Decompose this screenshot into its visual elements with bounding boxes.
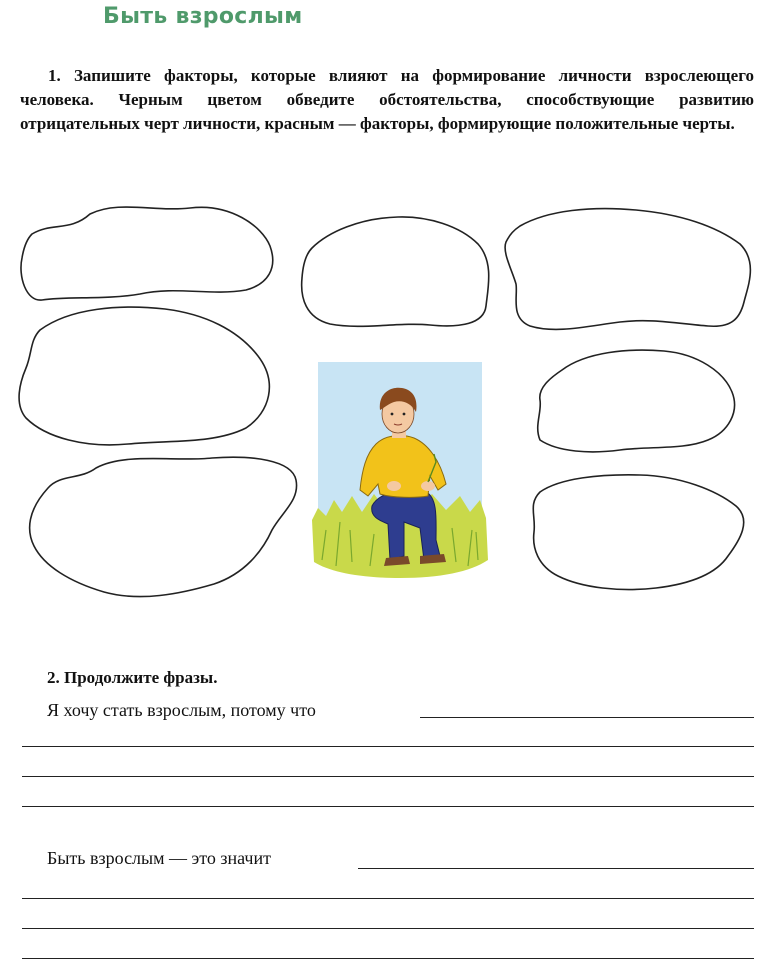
answer-cloud-right-top[interactable] <box>505 209 750 330</box>
phrase-2-answer-line-2[interactable] <box>22 898 754 899</box>
phrase-2-answer-line-3[interactable] <box>22 928 754 929</box>
answer-cloud-center-top[interactable] <box>302 217 489 326</box>
boy-eye-right <box>403 413 406 416</box>
task-2-heading: 2. Продолжите фразы. <box>47 668 218 687</box>
phrase-1-answer-line-2[interactable] <box>22 746 754 747</box>
phrase-1-text: Я хочу стать взрослым, потому что <box>47 700 316 720</box>
boy-left-hand <box>387 481 401 491</box>
task-1-instructions: 1. Запишите факторы, которые влияют на формирование личности взрослеющего человека. Черным цветом обведите обстоятельства, способствующие развитию отрицательных черт личности, красным — факторы, формирующие положительные черты. <box>20 66 754 133</box>
phrase-2-answer-line-4[interactable] <box>22 958 754 959</box>
phrase-1-answer-line-1[interactable] <box>420 717 754 718</box>
boy-right-hand <box>421 481 435 491</box>
phrase-2-text: Быть взрослым — это значит <box>47 848 271 868</box>
phrase-1-answer-line-3[interactable] <box>22 776 754 777</box>
page-title: Быть взрослым <box>103 4 303 29</box>
boy-illustration <box>312 362 488 578</box>
answer-cloud-left-top[interactable] <box>21 207 273 300</box>
phrase-1-answer-line-4[interactable] <box>22 806 754 807</box>
answer-cloud-right-bottom[interactable] <box>533 475 743 590</box>
phrase-2-answer-line-1[interactable] <box>358 868 754 869</box>
answer-clouds-area <box>0 190 768 610</box>
answer-cloud-left-bottom[interactable] <box>30 457 297 596</box>
answer-cloud-left-middle[interactable] <box>19 307 269 445</box>
answer-cloud-right-middle[interactable] <box>538 350 735 452</box>
boy-eye-left <box>391 413 394 416</box>
